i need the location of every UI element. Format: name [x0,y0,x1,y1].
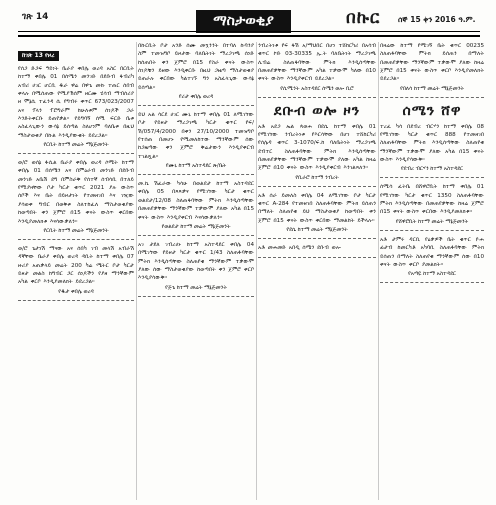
paper-name: በኩር [346,8,381,28]
ad-list [258,42,376,98]
classified-ad [18,245,134,296]
classified-ad [380,123,484,174]
ad-signature: የዱታ ቀበሌ ወረዳ [58,288,94,295]
column-3 [258,42,376,502]
ad-separator [380,282,484,283]
classified-ad [138,241,254,292]
ad-signature: የአጣዬ ከተማ አስተዳደር [408,271,456,278]
ad-separator [138,174,254,175]
ad-text: አቶ መሐመድ አበዲ ሰሜን ደቡብ ወሎ [258,245,341,252]
ad-signature: የበለሳ ከተማ መሬት ማኔጅመንት [400,85,464,92]
column-divider [136,42,137,500]
ad-separator [18,153,134,154]
ad-text: አገ ታደለ ገብረሀኑ ከተማ አስተዳደር ቀበሌ 04 በሚገኘው የይዞታ ካርታ ቁጥር 1/43 ስለጠፋባቸው ምትክ እንዲሰጣቸው ስለጠየቁ ማንኛውም ተቃውሞ ያለው ሰው ማስታወቂያው ከወጣበት ቀን ጀምሮ ቀርቦ እንዲያሳውቅ። [138,241,254,282]
ad-signature: የሲሚንት አስተዳደር ሰሜን ወሎ ቢሮ [280,85,354,92]
section-title: ማስታወቂያ [196,10,291,33]
classified-ad [258,123,376,182]
ad-list [380,42,484,98]
ad-signature: የርቢት ከተማ መሬት ማኔጅመንት [43,227,109,234]
ad-text: ወ/ሮ ጌታነሽ ማናው አና ሰበካ ገብ መላሽ አብራሽ ዳኛቸው ቤራያ ቀበሌ ወረዳ ዳቢት ከተማ ቀበሌ 07 ዙሪያ አጠቃላይ መሬት 200 ካሬ ሜትር ቦታ ካርታ ይዞታ መልስ ከግብር ጋር ሰነዶችን የያዘ ማንኛውም አካል ቀርቦ እንዲያመለክት ይደረጋል። [18,245,134,286]
zone-heading: ሰሜን ሸዋ [402,102,462,119]
ad-separator [138,296,254,297]
ad-text: በኩርቢት ቦታ አንድ ሰሙ መኳንንት በተባለ ኩባንያ ስም ተመዝግቦ ይዞታው ባለቤትነት ማረጋገጫ ሰነድ ከሰጠበት ቀን ጀምሮ በ15 የስራ ቀናት ውስጥ ሰነዶቹን ይዘው እንዲቀርቡ በዚህ ጋዜጣ ማስታወቂያ ይጠራሉ ቀርበው ካልተገኙ ግን አስፈላጊው ውሳኔ ይሰጣል። [138,43,254,91]
header-rule-thick [18,35,480,37]
ad-text: ተረፈ ካሳ በደብረ ብርሃን ከተማ ቀበሌ 08 የሚገኘው ካርታ ቁጥር 888 የተመዘገበ ስለጠፋባቸው ምትክ እንዲሰጣቸው ስለጠየቁ ማንኛውም ተቃውሞ ያለው አካል በ15 ቀናት ውስጥ እንዲያሳውቅ። [380,123,484,164]
ad-signature: የርቢት ከተማ መሬት ማኔጅመንት [43,142,109,149]
ad-text: በዛሬው ከተማ የሚገኝ ቤት ቁጥር 00235 ስለጠፋባቸው ምትክ ይሰጠን በማለት በመጠየቃቸው ማንኛውም ተቃውሞ ያለው ከዛሬ ጀምሮ በ15 ቀናት ውስጥ ቀርቦ እንዲያመለክት ይደረጋል። [380,43,484,83]
ad-text: አቶ ሰራ ይመለስ ቀበሌ 04 ለሚገኘው ቦታ ካርታ ቁጥር A-284 የተመዘገበ ስለጠፋባቸው ምትክ ይሰጠን በማለት ስለጠየቁ ይህ ማስታወቂያ ከወጣበት ቀን ጀምሮ በ15 ቀናት ውስጥ ቀርበው ማመልከት ይችላሉ። [258,192,376,224]
ad-text: ወ/ሮ ወሰኔ ፋሲል ቤራያ ቀበሌ ወረዳ ሶሚት ከተማ ቀበሌ 01 በሰሜን አና በምዕራብ መንገድ በደቡብ መንገድ አቤሽ ደግ በምስራቅ የሰተኛ ሰብሳቢ በተለይ የሚያዛቸው ቦታ ካርታ ቁጥር 2021 ያሉ ውስጥ ሰቦች እና ቤት በይዞታነት የተመዘገበ እና ገዢው ያሳወቀ ግብር በወቅቱ ስለተከፈለ ማስታወቂያው ከወጣበት ቀን ጀምሮ በ15 ቀናት ውስጥ ቀርበው እንዲያመለክቱ እናሳውቃለን። [18,160,134,225]
ad-signature: የጅጌ ከተማ መሬት ማኔጅመንት [165,284,227,291]
classified-ad [138,42,254,101]
classified-ad [380,42,484,93]
ad-separator [138,235,254,236]
ad-text: አቶ አደጋ ኤል ጳወሐ በደሴ ከተማ ቀበሌ 01 የሚገኘው ንብረትነቱ የእርሳቸው በሆነ ተሸከርካሪ የሰሌዳ ቁጥር 3-1070/ፍ.ከ ባለቤትነት ማረጋገጫ ደብተር ስለጠፋባቸው ምትክ እንዲሰጣቸው በመጠየቃቸው ማንኛውም ተቃውሞ ያለው አካል ከዛሬ ጀምሮ በ10 ቀናት ውስጥ እንዲያቀርብ እንገልጻለን። [258,123,376,172]
issue-date: ሰኞ 15 ቀን 2016 ዓ.ም. [398,15,476,24]
classified-ad [380,183,484,225]
ad-separator [258,186,376,187]
ad-signature: የደሴ ከተማ መሬት ማኔጅመንት [286,227,348,234]
zone-heading: ደቡብ ወሎ ዞን [273,102,361,119]
ad-signature: የሙኒ ከተማ አስተዳደር ጽ/ቤት [165,163,227,170]
ad-text: አቶ ታምሩ ዳርቢ የዕቃዎች ቤት ቁጥር ዮሐ ፊታብ ከመርካቶ አካባቢ ስለጠፋባቸው ምትክ ይሰጠን በማለት ስለጠየቁ ማንኛውም ሰው በ10 ቀናት ውስጥ ቀርቦ ያመልክት። [380,236,484,268]
classified-ad [18,65,134,149]
ad-separator [18,300,134,301]
ad-separator [138,105,254,106]
ad-signature: የሸዋሮቢት ከተማ መሬት ማኔጅመንት [395,218,469,225]
classified-ad [380,236,484,278]
column-divider [378,42,379,500]
ad-text: ንብረትነቱ የፍ ፋሽ አ/ማህበር በሆነ ተሸከርካሪ በአሳብ ቁጥር ኮድ 03-30335 ኢ.ት ባለቤትነት ማረጋገጫ ሊብሬ ስለጠፋባቸው ምትክ እንዲሰጣቸው በመጠየቃቸው ማንኛውም አካል ተቃውሞ ካለው በ10 ቀናት ውስጥ እንዲያቀርብ ይደረጋል። [258,43,376,83]
column-4 [380,42,484,502]
column-2 [138,42,254,502]
ad-text: ሰሚሳ ፈትቤ በሸዋሮቢት ከተማ ቀበሌ 01 የሚገኘው ካርታ ቁጥር 1350 ስለጠፋባቸው ምትክ እንዲሰጣቸው በመጠየቃቸው ከዛሬ ጀምሮ በ15 ቀናት ውስጥ ቀርበው እንዲያመለክቱ። [380,184,484,216]
ad-list [258,123,376,258]
column-divider [256,42,257,500]
ad-separator [258,238,376,239]
classified-ad [258,192,376,234]
ad-separator [380,230,484,231]
classified-ad [138,111,254,170]
classified-ad [18,159,134,235]
classified-ad [138,180,254,231]
ad-text: የሰጋ ድጋፍ ዓይነት ቤራያ ቀበሌ ወረዳ አስር በርቢት ከተማ ቀበሌ 01 በሰሜን መንገድ በደቡብ ፋብሪካ አብሪ ሀገር ሆርቢ ዱራ ዋሬ በዋጌ መኩ ተጠር ሰበብ ቀላሉ በሚሰጠው የሚያኽሰም ዘርሙ ሂሳብ ማብሰሪያ ዘ ሞኔሲ ተፈንዳ ሲ የግብሩ ቀጥር 673/023/2007 አና ፕላን ፕሮግራም ከሁለቱም ሰነዶች ጋራ እንድትቀርቡ ይጠየቃል። የይግባኝ ሰሚ ፍርድ ቤቱ አስፈላጊውን ውሳኔ ይሰጣል ስለሆነም ባለቤቱ በዚህ ማስታወቂያ በኩል እንዲያውቁት ይደረጋል። [18,66,134,139]
continued-tab: ከገጽ 13 የዞረ [18,51,59,61]
ad-signature: የሪታ ቀበሌ ወረዳ [178,94,214,101]
ad-text: መ.ኬ ሽፈራው ካሳሁ በወልደታ ከተማ አስተዳደር ቀበሌ 05 በጻጻቃና የሚገኘው ካርታ ቁጥር ወልደታ/12/08 ስለጠፋባቸው ምትክ እንዲሰጣቸው በመጠየቃቸው ማንኛውም ተቃውሞ ያለው አካል በ15 ቀናት ውስጥ እንዲያቀርብ እናሳውቃለን። [138,181,254,221]
ad-separator [258,97,376,98]
classified-ad [258,42,376,93]
ad-separator [380,97,484,98]
ad-signature: የቢራሮ ከተማ ንብረት [295,174,339,181]
classified-ad [258,244,376,252]
ad-separator [18,239,134,240]
ad-separator [380,177,484,178]
ad-list [18,65,134,301]
ad-text: ይህ አል ሳርደ ሀገር ሙኒ ከተማ ቀበሌ 01 ለሚገኘው ቦታ የይዞታ ማረጋገጫ ካርታ ቁጥር የፍ/ሽ/057/4/2000 በቀን 27/10/2000 ተመዝግቦ የተሰጠ በመሆኑ የሚመለከተው ማንኛውም ሰው ከጋዜጣው ቀን ጀምሮ ቅሬታውን እንዲያቀርብ ተገልጿል። [138,112,254,160]
ad-separator [258,257,376,258]
page-header [0,0,496,40]
header-rule [18,31,480,32]
column-1 [18,42,134,502]
ad-signature: የወልደታ ከተማ መሬት ማኔጅመንት [161,223,231,230]
page-number: ገጽ 14 [22,12,49,22]
ad-list [380,123,484,283]
ad-signature: የደብረ ብርሃን ከተማ አስተዳደር [400,166,464,173]
ad-list [138,42,254,297]
